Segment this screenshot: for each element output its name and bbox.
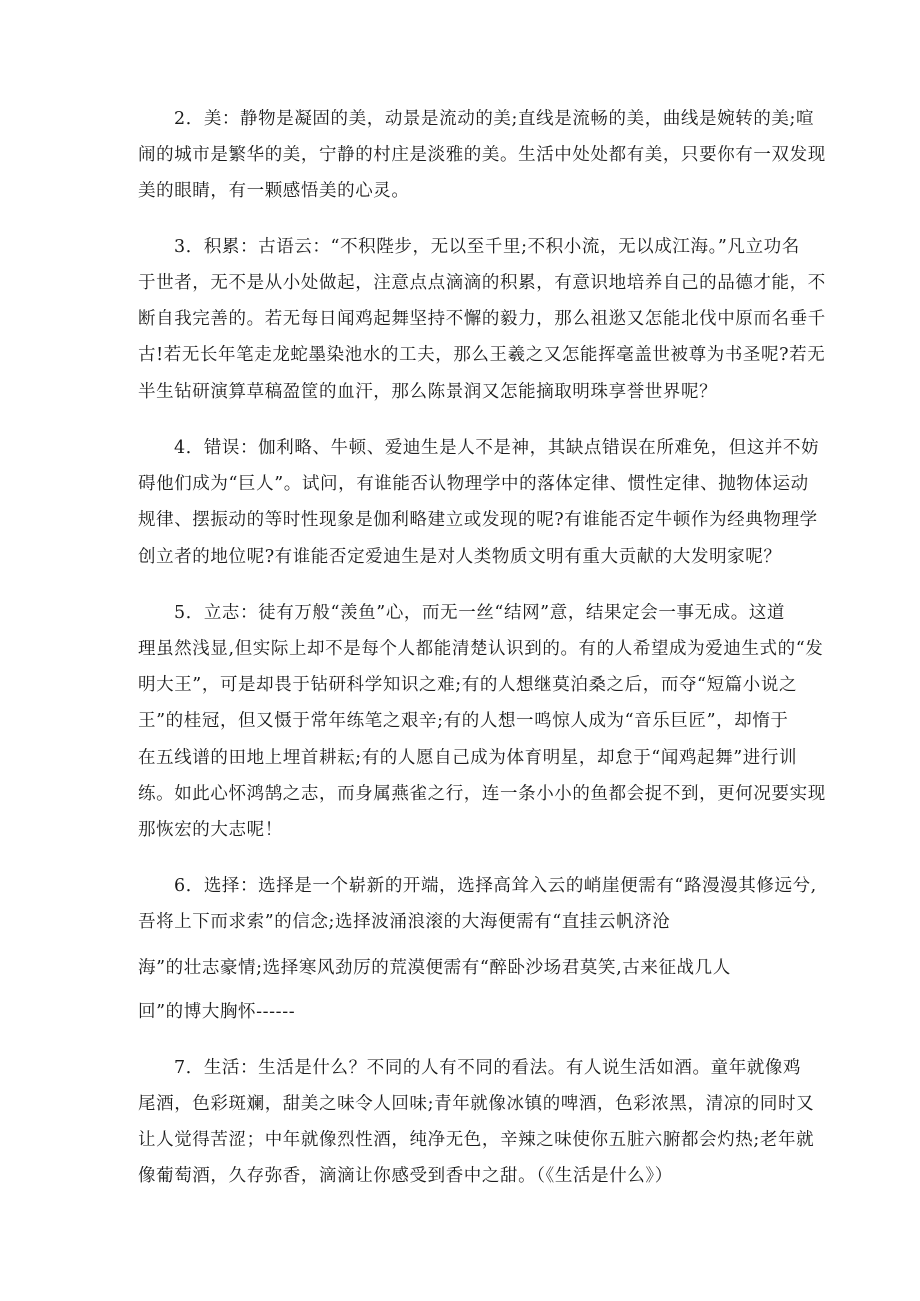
paragraph-line: 让人觉得苦涩；中年就像烈性酒，纯净无色，辛辣之味使你五脏六腑都会灼热;老年就	[138, 1130, 815, 1150]
paragraph-line: 半生钻研演算草稿盈筐的血汗，那么陈景润又怎能摘取明珠享誉世界呢？	[138, 382, 718, 402]
paragraph-line: 王”的桂冠，但又慑于常年练笔之艰辛;有的人想一鸣惊人成为“音乐巨匠”，却惰于	[138, 711, 789, 731]
paragraph-line: 尾酒，色彩斑斓，甜美之味令人回味;青年就像冰镇的啤酒，色彩浓黑，清凉的同时又	[138, 1094, 815, 1114]
paragraph-line: 断自我完善的。若无每日闻鸡起舞坚持不懈的毅力，那么祖逖又怎能北伐中原而名垂千	[138, 309, 826, 329]
paragraph-line: 4．错误：伽利略、牛顿、爱迪生是人不是神，其缺点错误在所难免，但这并不妨	[174, 438, 820, 458]
paragraph-line: 海”的壮志豪情;选择寒风劲厉的荒漠便需有“醉卧沙场君莫笑,古来征战几人	[138, 958, 731, 978]
paragraph-line: 回”的博大胸怀------	[138, 1002, 296, 1022]
paragraph-line: 那恢宏的大志呢！	[138, 820, 283, 840]
paragraph-line: 吾将上下而求索”的信念;选择波涌浪滚的大海便需有“直挂云帆济沧	[138, 912, 671, 932]
paragraph-line: 6．选择：选择是一个崭新的开端，选择高耸入云的峭崖便需有“路漫漫其修远兮,	[174, 876, 817, 896]
paragraph-line: 2．美：静物是凝固的美，动景是流动的美;直线是流畅的美，曲线是婉转的美;喧	[174, 109, 815, 129]
paragraph-line: 在五线谱的田地上埋首耕耘;有的人愿自己成为体育明星，却怠于“闻鸡起舞”进行训	[138, 748, 798, 768]
paragraph-line: 美的眼睛，有一颗感悟美的心灵。	[138, 181, 410, 201]
paragraph-line: 闹的城市是繁华的美，宁静的村庄是淡雅的美。生活中处处都有美，只要你有一双发现	[138, 145, 826, 165]
paragraph-line: 理虽然浅显,但实际上却不是每个人都能清楚认识到的。有的人希望成为爱迪生式的“发	[138, 639, 824, 659]
paragraph-line: 像葡萄酒，久存弥香，滴滴让你感受到香中之甜。（《生活是什么》）	[138, 1166, 673, 1186]
paragraph-line: 创立者的地位呢?有谁能否定爱迪生是对人类物质文明有重大贡献的大发明家呢？	[138, 547, 782, 567]
paragraph-line: 5．立志：徒有万般“羡鱼”心，而无一丝“结网”意，结果定会一事无成。这道	[174, 603, 786, 623]
paragraph-line: 规律、摆振动的等时性现象是伽利略建立或发现的呢?有谁能否定牛顿作为经典物理学	[138, 510, 818, 530]
paragraph-line: 练。如此心怀鸿鹄之志，而身属燕雀之行，连一条小小的鱼都会捉不到，更何况要实现	[138, 784, 826, 804]
paragraph-line: 碍他们成为“巨人”。试问，有谁能否认物理学中的落体定律、惯性定律、抛物体运动	[138, 474, 809, 494]
paragraph-line: 7．生活：生活是什么？不同的人有不同的看法。有人说生活如酒。童年就像鸡	[174, 1058, 802, 1078]
paragraph-line: 古!若无长年笔走龙蛇墨染池水的工夫，那么王羲之又怎能挥毫盖世被尊为书圣呢?若无	[138, 345, 826, 365]
paragraph-line: 明大王”，可是却畏于钻研科学知识之难;有的人想继莫泊桑之后，而夺“短篇小说之	[138, 675, 798, 695]
paragraph-line: 3．积累：古语云：“不积陛步，无以至千里;不积小流，无以成江海。”凡立功名	[174, 237, 800, 257]
paragraph-line: 于世者，无不是从小处做起，注意点点滴滴的积累，有意识地培养自己的品德才能，不	[138, 273, 826, 293]
